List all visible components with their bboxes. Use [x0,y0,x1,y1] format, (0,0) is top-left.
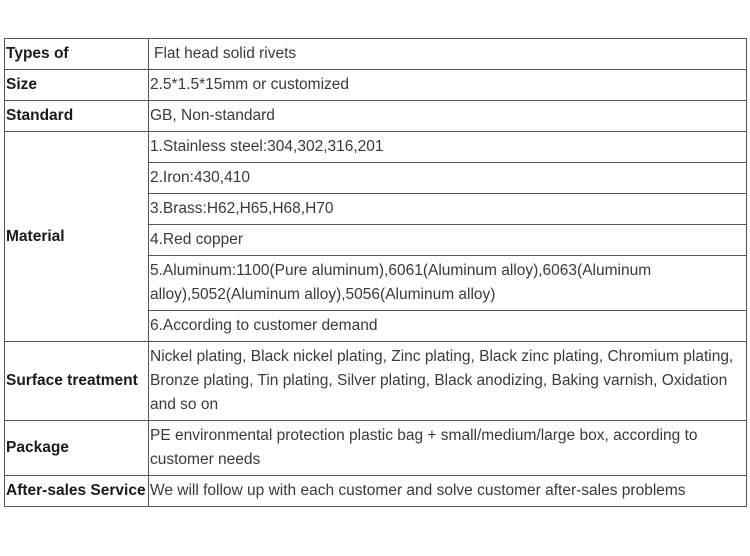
row-label-types: Types of [5,39,149,70]
row-label-size: Size [5,70,149,101]
row-label-material: Material [5,132,149,342]
row-value-size: 2.5*1.5*15mm or customized [149,70,747,101]
row-value-types: Flat head solid rivets [149,39,747,70]
material-item-4: 4.Red copper [149,225,747,256]
material-item-2: 2.Iron:430,410 [149,163,747,194]
material-item-5: 5.Aluminum:1100(Pure aluminum),6061(Aluminum alloy),6063(Aluminum alloy),5052(Aluminum alloy),5056(Aluminum alloy) [149,256,747,311]
material-item-3: 3.Brass:H62,H65,H68,H70 [149,194,747,225]
row-value-package: PE environmental protection plastic bag + small/medium/large box, according to customer needs [149,421,747,476]
table-row-standard [5,101,747,132]
table-row-types [5,39,747,70]
table-row-size [5,70,747,101]
table-row-material-1 [5,132,747,163]
row-label-surface: Surface treatment [5,342,149,421]
material-item-1: 1.Stainless steel:304,302,316,201 [149,132,747,163]
row-label-after-sales: After-sales Service [5,476,149,507]
row-value-standard: GB, Non-standard [149,101,747,132]
row-label-package: Package [5,421,149,476]
table-row-after-sales [5,476,747,507]
table-row-surface [5,342,747,421]
row-value-surface: Nickel plating, Black nickel plating, Zinc plating, Black zinc plating, Chromium plating, Bronze plating, Tin plating, Silver plating, Black anodizing, Baking varnish, Oxidation and so on [149,342,747,421]
row-label-standard: Standard [5,101,149,132]
spec-table [4,38,747,507]
material-item-6: 6.According to customer demand [149,311,747,342]
row-value-after-sales: We will follow up with each customer and solve customer after-sales problems [149,476,747,507]
table-row-package [5,421,747,476]
